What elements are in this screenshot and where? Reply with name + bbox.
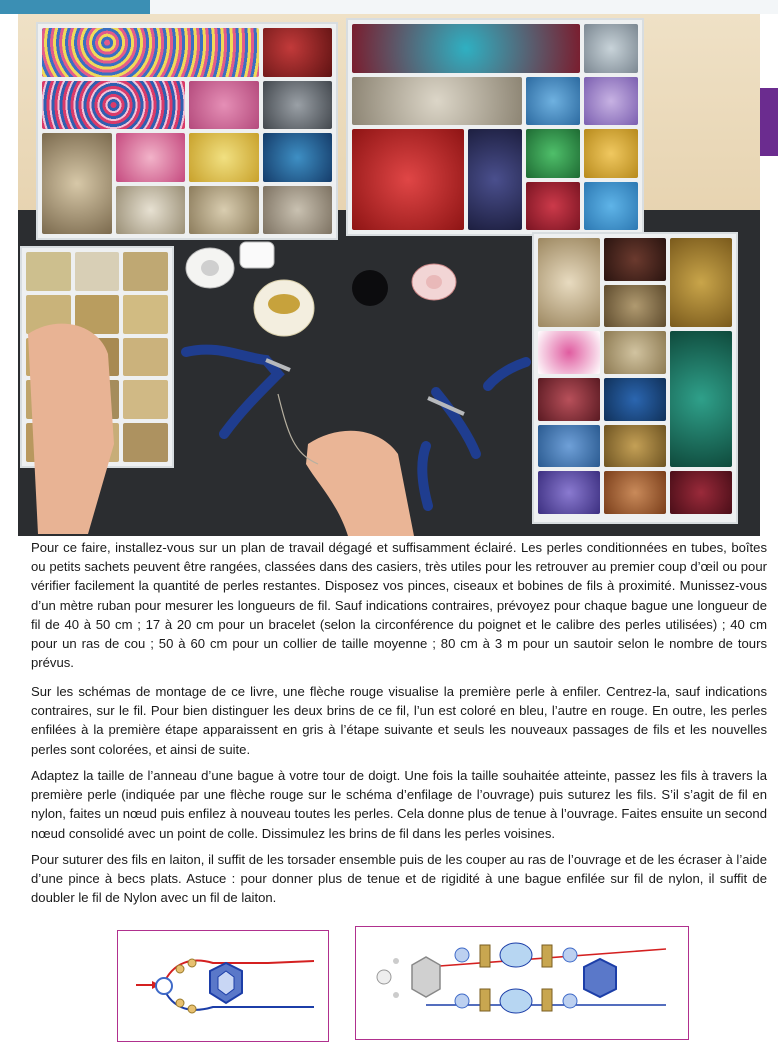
gold-bead bbox=[176, 999, 184, 1007]
grey-hexagon bbox=[412, 957, 440, 997]
bead-workspace-photo bbox=[18, 14, 760, 536]
blue-bead bbox=[455, 948, 469, 962]
left-hand bbox=[28, 324, 114, 534]
threading-diagram-2-svg bbox=[356, 927, 688, 1039]
blue-bead bbox=[455, 994, 469, 1008]
pink-spool-hole bbox=[426, 275, 442, 289]
top-strip bbox=[0, 0, 778, 14]
floral-cabochon bbox=[500, 989, 532, 1013]
top-blue-bar bbox=[0, 0, 150, 14]
gold-bead bbox=[176, 965, 184, 973]
gold-tube-bead bbox=[542, 989, 552, 1011]
thread-spool bbox=[240, 242, 274, 268]
blue-bead bbox=[563, 994, 577, 1008]
threading-diagram-1 bbox=[117, 930, 329, 1042]
threading-diagram-1-svg bbox=[118, 931, 328, 1041]
white-spool-hole bbox=[201, 260, 219, 276]
right-hand bbox=[306, 431, 414, 536]
black-spool bbox=[352, 270, 388, 306]
hexagon-crystal-facet bbox=[218, 971, 234, 995]
gold-bead bbox=[188, 1005, 196, 1013]
paragraph-setup: Pour ce faire, installez-vous sur un plan de travail dégagé et suffisamment éclairé. Les perles conditionnées en tubes, boîtes ou petits sachets peuvent être rangées, classées dans des casiers, très utiles pour les retrouver au premier coup d’œil ou pour vérifier facilement la quantité de perles restantes. Disposez vos pinces, ciseaux et bobines de fils à proximité. Munissez-vous d’un mètre ruban pour mesurer les longueurs de fil. Sauf indications contraires, prévoyez pour chaque bague une longueur de fil de 40 à 50 cm ; 17 à 20 cm pour un bracelet (selon la circonférence du poignet et le calibre des perles utilisées) ; 40 cm pour un ras de cou ; 50 à 60 cm pour un collier de taille moyenne ; 80 cm à 3 m pour un sautoir selon le nombre de tours prévus. bbox=[31, 540, 767, 671]
blue-bead bbox=[563, 948, 577, 962]
chapter-tab bbox=[760, 88, 778, 156]
gold-tube-bead bbox=[480, 945, 490, 967]
grey-bead-small bbox=[393, 958, 399, 964]
gold-bead bbox=[188, 959, 196, 967]
paragraph-ring-size: Adaptez la taille de l’anneau d’une bague à votre tour de doigt. Une fois la taille souhaitée atteinte, passez les fils à travers la première perle (indiquée par une flèche rouge sur le schéma d’enfilage de l’ouvrage) puis suturez les fils. S’il s’agit de fil en nylon, faites un nœud puis enfilez à nouveau toutes les perles. Cela donne plus de tenue à l’ouvrage. Faites ensuite un second nœud consolidé avec un point de colle. Dissimulez les brins de fil dans les perles voisines. bbox=[31, 768, 767, 841]
pliers-left bbox=[186, 350, 278, 434]
first-bead bbox=[156, 978, 172, 994]
gold-tube-bead bbox=[542, 945, 552, 967]
paragraph-diagrams: Sur les schémas de montage de ce livre, une flèche rouge visualise la première perle à enfiler. Centrez-la, sauf indications contraires, sur le fil. Pour bien distinguer les deux brins de ce fil, l’un est coloré en bleu, l’autre en rouge. En outre, les perles enfilées à la première étape apparaissent en gris à l’étape suivante et seuls les nouveaux passages de fils et les nouvelles perles sont colorées, et ainsi de suite. bbox=[31, 684, 767, 757]
workspace-tools bbox=[18, 14, 760, 536]
pliers-bottom bbox=[422, 446, 428, 506]
gold-tube-bead bbox=[480, 989, 490, 1011]
paragraph-brass-wire: Pour suturer des fils en laiton, il suffit de les torsader ensemble puis de les couper au ras de l’ouvrage et de les écraser à l’aide d’une pince à becs plats. Astuce : pour donner plus de tenue et de rigidité à une bague enfilée sur fil de nylon, il suffit de doubler le fil de Nylon avec un fil de laiton. bbox=[31, 852, 767, 906]
threading-diagram-2 bbox=[355, 926, 689, 1040]
pliers-right-2 bbox=[488, 362, 526, 386]
floral-cabochon bbox=[500, 943, 532, 967]
grey-bead-small bbox=[393, 992, 399, 998]
pliers-right bbox=[436, 392, 476, 454]
wire-spool-label bbox=[268, 294, 300, 314]
hexagon-crystal bbox=[584, 959, 616, 997]
grey-bead bbox=[377, 970, 391, 984]
